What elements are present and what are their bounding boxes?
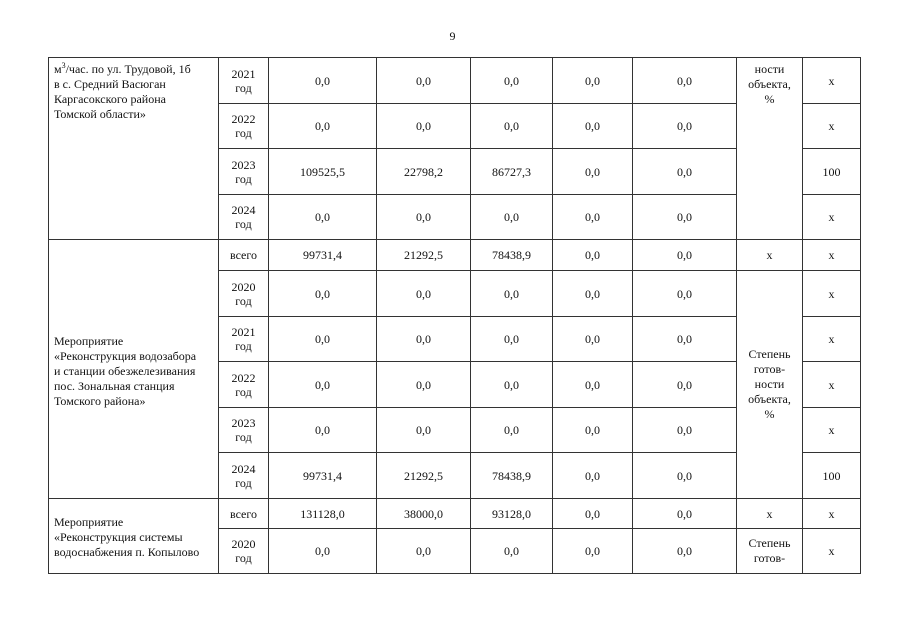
value-cell: 21292,5 — [377, 240, 471, 271]
period-cell: всего — [219, 499, 269, 529]
value-cell: 0,0 — [377, 362, 471, 408]
target-cell: x — [803, 240, 861, 271]
value-cell: 109525,5 — [269, 149, 377, 195]
value-cell: 93128,0 — [471, 499, 553, 529]
value-cell: 0,0 — [553, 271, 633, 317]
value-cell: 78438,9 — [471, 240, 553, 271]
value-cell: 0,0 — [633, 58, 737, 104]
period-cell: 2023 год — [219, 149, 269, 195]
measure-description: Мероприятие «Реконструкция системы водоснабжения п. Копылово — [49, 499, 219, 574]
value-cell: 0,0 — [471, 271, 553, 317]
period-cell: 2024 год — [219, 195, 269, 240]
period-cell: 2022 год — [219, 362, 269, 408]
value-cell: 0,0 — [633, 271, 737, 317]
value-cell: 0,0 — [633, 149, 737, 195]
value-cell: 21292,5 — [377, 453, 471, 499]
value-cell: 0,0 — [553, 529, 633, 574]
indicator-cell: x — [737, 499, 803, 529]
value-cell: 0,0 — [377, 317, 471, 362]
value-cell: 0,0 — [633, 104, 737, 149]
value-cell: 0,0 — [471, 195, 553, 240]
period-cell: 2024 год — [219, 453, 269, 499]
value-cell: 0,0 — [553, 104, 633, 149]
period-cell: 2022 год — [219, 104, 269, 149]
value-cell: 0,0 — [377, 529, 471, 574]
measure-description: $м^3$/час. по ул. Трудовой, 1б в с. Средний Васюган Каргасокского района Томской области» — [49, 58, 219, 240]
period-cell: 2020 год — [219, 529, 269, 574]
value-cell: 0,0 — [553, 149, 633, 195]
value-cell: 0,0 — [377, 408, 471, 453]
indicator-cell: x — [737, 240, 803, 271]
value-cell: 99731,4 — [269, 453, 377, 499]
value-cell: 0,0 — [269, 408, 377, 453]
value-cell: 0,0 — [269, 317, 377, 362]
value-cell: 0,0 — [633, 362, 737, 408]
value-cell: 0,0 — [633, 408, 737, 453]
value-cell: 78438,9 — [471, 453, 553, 499]
period-cell: 2023 год — [219, 408, 269, 453]
value-cell: 131128,0 — [269, 499, 377, 529]
period-cell: 2021 год — [219, 317, 269, 362]
table-row — [49, 240, 861, 271]
value-cell: 0,0 — [633, 240, 737, 271]
target-cell: x — [803, 362, 861, 408]
value-cell: 0,0 — [471, 104, 553, 149]
target-cell: 100 — [803, 453, 861, 499]
value-cell: 86727,3 — [471, 149, 553, 195]
value-cell: 0,0 — [553, 195, 633, 240]
indicator-cell: Степень готов- ности объекта, % — [737, 271, 803, 499]
value-cell: 0,0 — [633, 195, 737, 240]
value-cell: 0,0 — [553, 240, 633, 271]
value-cell: 0,0 — [633, 453, 737, 499]
value-cell: 0,0 — [553, 499, 633, 529]
value-cell: 0,0 — [377, 271, 471, 317]
value-cell: 0,0 — [269, 104, 377, 149]
indicator-cell: ности объекта, % — [737, 58, 803, 240]
target-cell: x — [803, 317, 861, 362]
value-cell: 0,0 — [377, 195, 471, 240]
value-cell: 0,0 — [471, 408, 553, 453]
value-cell: 0,0 — [633, 529, 737, 574]
value-cell: 0,0 — [377, 58, 471, 104]
value-cell: 0,0 — [553, 362, 633, 408]
target-cell: x — [803, 529, 861, 574]
value-cell: 0,0 — [553, 317, 633, 362]
period-cell: всего — [219, 240, 269, 271]
value-cell: 38000,0 — [377, 499, 471, 529]
value-cell: 0,0 — [633, 317, 737, 362]
value-cell: 0,0 — [377, 104, 471, 149]
value-cell: 0,0 — [269, 195, 377, 240]
value-cell: 0,0 — [633, 499, 737, 529]
value-cell: 0,0 — [553, 453, 633, 499]
target-cell: x — [803, 499, 861, 529]
measure-description: Мероприятие «Реконструкция водозабора и станции обезжелезивания пос. Зональная станция Томского района» — [49, 240, 219, 499]
period-cell: 2020 год — [219, 271, 269, 317]
value-cell: 0,0 — [471, 362, 553, 408]
value-cell: 0,0 — [471, 529, 553, 574]
table-row — [49, 58, 861, 104]
value-cell: 0,0 — [269, 529, 377, 574]
target-cell: x — [803, 195, 861, 240]
value-cell: 0,0 — [269, 271, 377, 317]
page-number: 9 — [449, 29, 456, 43]
target-cell: x — [803, 408, 861, 453]
period-cell: 2021 год — [219, 58, 269, 104]
target-cell: 100 — [803, 149, 861, 195]
value-cell: 0,0 — [471, 58, 553, 104]
target-cell: x — [803, 271, 861, 317]
value-cell: 0,0 — [471, 317, 553, 362]
target-cell: x — [803, 58, 861, 104]
value-cell: 0,0 — [269, 58, 377, 104]
budget-table — [48, 57, 861, 574]
value-cell: 0,0 — [553, 408, 633, 453]
target-cell: x — [803, 104, 861, 149]
table-row — [49, 499, 861, 529]
value-cell: 0,0 — [269, 362, 377, 408]
value-cell: 0,0 — [553, 58, 633, 104]
indicator-cell: Степень готов- — [737, 529, 803, 574]
value-cell: 22798,2 — [377, 149, 471, 195]
value-cell: 99731,4 — [269, 240, 377, 271]
